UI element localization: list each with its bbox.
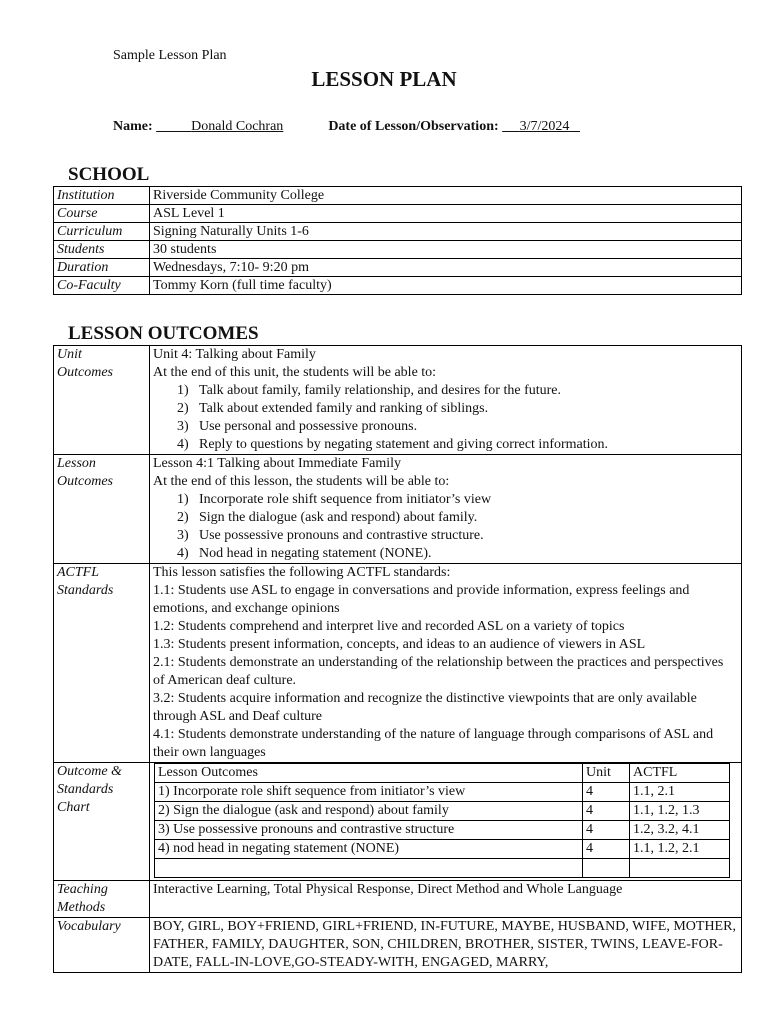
actfl-standards-label: ACTFL Standards [54, 564, 150, 763]
table-row [54, 259, 742, 277]
name-label: Name: [113, 119, 153, 134]
teaching-methods-row [54, 881, 742, 918]
row-value: ASL Level 1 [150, 205, 742, 223]
outcomes-heading: LESSON OUTCOMES [68, 323, 259, 344]
cell-actfl: 1.1, 1.2, 1.3 [630, 802, 730, 821]
lesson-outcomes-label: Lesson Outcomes [54, 455, 150, 564]
outcomes-table [53, 345, 742, 973]
table-row [54, 241, 742, 259]
list-item: 1) Incorporate role shift sequence from initiator’s view [177, 492, 492, 507]
vocabulary-row [54, 918, 742, 973]
spacer-cell [730, 764, 737, 783]
row-value: Wednesdays, 7:10- 9:20 pm [150, 259, 742, 277]
list-item: 4) Reply to questions by negating statement and giving correct information. [177, 437, 609, 452]
chart-label: Outcome & Standards Chart [54, 763, 150, 881]
column-header: ACTFL [630, 764, 730, 783]
table-header-row [155, 764, 737, 783]
standard-item: 3.2: Students acquire information and recognize the distinctive viewpoints that are only available through ASL and Deaf culture [153, 691, 697, 724]
spacer-cell [730, 802, 737, 821]
cell-outcome: 1) Incorporate role shift sequence from initiator’s view [155, 783, 583, 802]
actfl-standards-content [150, 564, 742, 763]
school-heading: SCHOOL [68, 164, 150, 185]
cell-unit: 4 [583, 783, 630, 802]
standard-item: 1.1: Students use ASL to engage in conversations and provide information, express feelings and emotions, and exchange opinions [153, 583, 690, 616]
spacer-cell [730, 821, 737, 840]
page-title: LESSON PLAN [311, 67, 457, 91]
actfl-standards-row [54, 564, 742, 763]
standards-chart-table [154, 763, 737, 878]
table-row [155, 802, 737, 821]
cell-outcome [155, 859, 583, 878]
unit-outcomes-list [153, 382, 738, 454]
column-header: Lesson Outcomes [155, 764, 583, 783]
actfl-intro: This lesson satisfies the following ACTFL standards: [153, 565, 451, 580]
row-label: Course [54, 205, 150, 223]
cell-unit: 4 [583, 821, 630, 840]
cell-actfl: 1.1, 1.2, 2.1 [630, 840, 730, 859]
row-value: Riverside Community College [150, 187, 742, 205]
standard-item: 1.2: Students comprehend and interpret live and recorded ASL on a variety of topics [153, 619, 625, 634]
date-label: Date of Lesson/Observation: [328, 119, 499, 134]
list-item: 1) Talk about family, family relationship, and desires for the future. [177, 383, 562, 398]
lesson-outcomes-content [150, 455, 742, 564]
row-value: Tommy Korn (full time faculty) [150, 277, 742, 295]
list-item: 4) Nod head in negating statement (NONE). [177, 546, 432, 561]
spacer-cell [730, 859, 737, 878]
list-item: 2) Talk about extended family and ranking of siblings. [177, 401, 489, 416]
lesson-outcomes-row [54, 455, 742, 564]
date-value: 3/7/2024 [519, 119, 570, 134]
table-row [155, 783, 737, 802]
row-label: Institution [54, 187, 150, 205]
cell-outcome: 3) Use possessive pronouns and contrastive structure [155, 821, 583, 840]
spacer-cell [730, 783, 737, 802]
cell-outcome: 2) Sign the dialogue (ask and respond) about family [155, 802, 583, 821]
table-row [155, 821, 737, 840]
cell-actfl [630, 859, 730, 878]
lesson-title: Lesson 4:1 Talking about Immediate Family [153, 456, 402, 471]
table-row [54, 205, 742, 223]
row-label: Students [54, 241, 150, 259]
list-item: 2) Sign the dialogue (ask and respond) about family. [177, 510, 478, 525]
standard-item: 4.1: Students demonstrate understanding of the nature of language through comparisons of ASL and their own languages [153, 727, 714, 760]
unit-title: Unit 4: Talking about Family [153, 347, 316, 362]
cell-unit: 4 [583, 802, 630, 821]
standard-item: 1.3: Students present information, concepts, and ideas to an audience of viewers in ASL [153, 637, 646, 652]
cell-unit: 4 [583, 840, 630, 859]
row-label: Curriculum [54, 223, 150, 241]
table-row-empty [155, 859, 737, 878]
unit-intro: At the end of this unit, the students will be able to: [153, 365, 437, 380]
sample-label: Sample Lesson Plan [113, 48, 227, 63]
row-value: Signing Naturally Units 1-6 [150, 223, 742, 241]
lesson-outcomes-list [153, 491, 738, 563]
list-item: 3) Use personal and possessive pronouns. [177, 419, 418, 434]
cell-actfl: 1.1, 2.1 [630, 783, 730, 802]
table-row [54, 223, 742, 241]
cell-unit [583, 859, 630, 878]
name-value: Donald Cochran [191, 119, 284, 134]
vocabulary-label: Vocabulary [54, 918, 150, 973]
row-label: Duration [54, 259, 150, 277]
name-date-line [113, 119, 580, 135]
table-row [54, 187, 742, 205]
table-row [54, 277, 742, 295]
spacer-cell [730, 840, 737, 859]
school-table [53, 186, 742, 295]
teaching-methods-value: Interactive Learning, Total Physical Response, Direct Method and Whole Language [150, 881, 742, 918]
chart-content [150, 763, 742, 881]
list-item: 3) Use possessive pronouns and contrastive structure. [177, 528, 484, 543]
unit-outcomes-content [150, 346, 742, 455]
standard-item: 2.1: Students demonstrate an understanding of the relationship between the practices and perspectives of American deaf culture. [153, 655, 724, 688]
row-label: Co-Faculty [54, 277, 150, 295]
row-value: 30 students [150, 241, 742, 259]
outcome-standards-chart-row [54, 763, 742, 881]
vocabulary-value: BOY, GIRL, BOY+FRIEND, GIRL+FRIEND, IN-FUTURE, MAYBE, HUSBAND, WIFE, MOTHER, FATHER, FAMILY, DAUGHTER, SON, CHILDREN, BROTHER, SISTER, TWINS, LEAVE-FOR-DATE, FALL-IN-LOVE,GO-STEADY-WITH, ENGAGED, MARRY, [150, 918, 742, 973]
table-row [155, 840, 737, 859]
column-header: Unit [583, 764, 630, 783]
lesson-intro: At the end of this lesson, the students will be able to: [153, 474, 450, 489]
cell-actfl: 1.2, 3.2, 4.1 [630, 821, 730, 840]
unit-outcomes-row [54, 346, 742, 455]
teaching-methods-label: Teaching Methods [54, 881, 150, 918]
unit-outcomes-label: Unit Outcomes [54, 346, 150, 455]
cell-outcome: 4) nod head in negating statement (NONE) [155, 840, 583, 859]
